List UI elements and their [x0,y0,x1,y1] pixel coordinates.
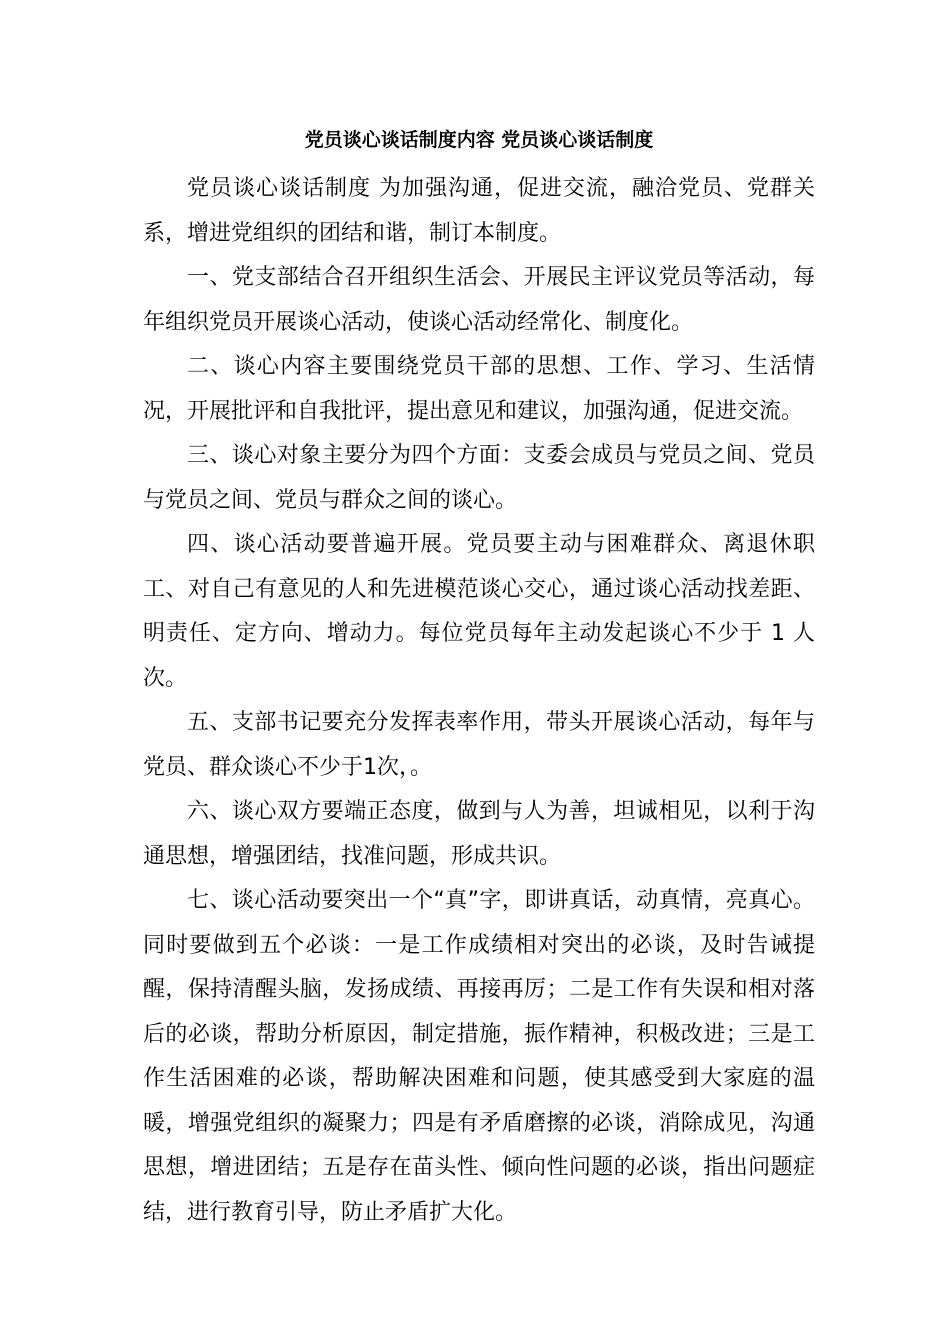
document-page [143,125,815,1235]
paragraph-3: 三、谈心对象主要分为四个方面：支委会成员与党员之间、党员与党员之间、党员与群众之间的谈心。 [143,443,815,513]
paragraph-intro: 党员谈心谈话制度 为加强沟通，促进交流，融洽党员、党群关系，增进党组织的团结和谐，制订本制度。 [143,176,815,246]
paragraph-1: 一、党支部结合召开组织生活会、开展民主评议党员等活动，每年组织党员开展谈心活动，使谈心活动经常化、制度化。 [143,265,815,335]
paragraph-2: 二、谈心内容主要围绕党员干部的思想、工作、学习、生活情况，开展批评和自我批评，提出意见和建议，加强沟通，促进交流。 [143,354,815,424]
paragraph-6: 六、谈心双方要端正态度，做到与人为善，坦诚相见，以利于沟通思想，增强团结，找准问题，形成共识。 [143,799,815,869]
paragraph-5: 五、支部书记要充分发挥表率作用，带头开展谈心活动，每年与党员、群众谈心不少于1次，。 [143,710,815,780]
paragraph-4: 四、谈心活动要普遍开展。党员要主动与困难群众、离退休职工、对自己有意见的人和先进模范谈心交心，通过谈心活动找差距、明责任、定方向、增动力。每位党员每年主动发起谈心不少于 1 人次。 [143,532,815,691]
paragraph-7: 七、谈心活动要突出一个“真”字，即讲真话，动真情，亮真心。同时要做到五个必谈：一是工作成绩相对突出的必谈，及时告诫提醒，保持清醒头脑，发扬成绩、再接再厉；二是工作有失误和相对落后的必谈，帮助分析原因，制定措施，振作精神，积极改进；三是工作生活困难的必谈，帮助解决困难和问题，使其感受到大家庭的温暖，增强党组织的凝聚力；四是有矛盾磨擦的必谈，消除成见，沟通思想，增进团结；五是存在苗头性、倾向性问题的必谈，指出问题症结，进行教育引导，防止矛盾扩大化。 [143,888,815,1225]
document-title: 党员谈心谈话制度内容 党员谈心谈话制度 [304,129,654,151]
